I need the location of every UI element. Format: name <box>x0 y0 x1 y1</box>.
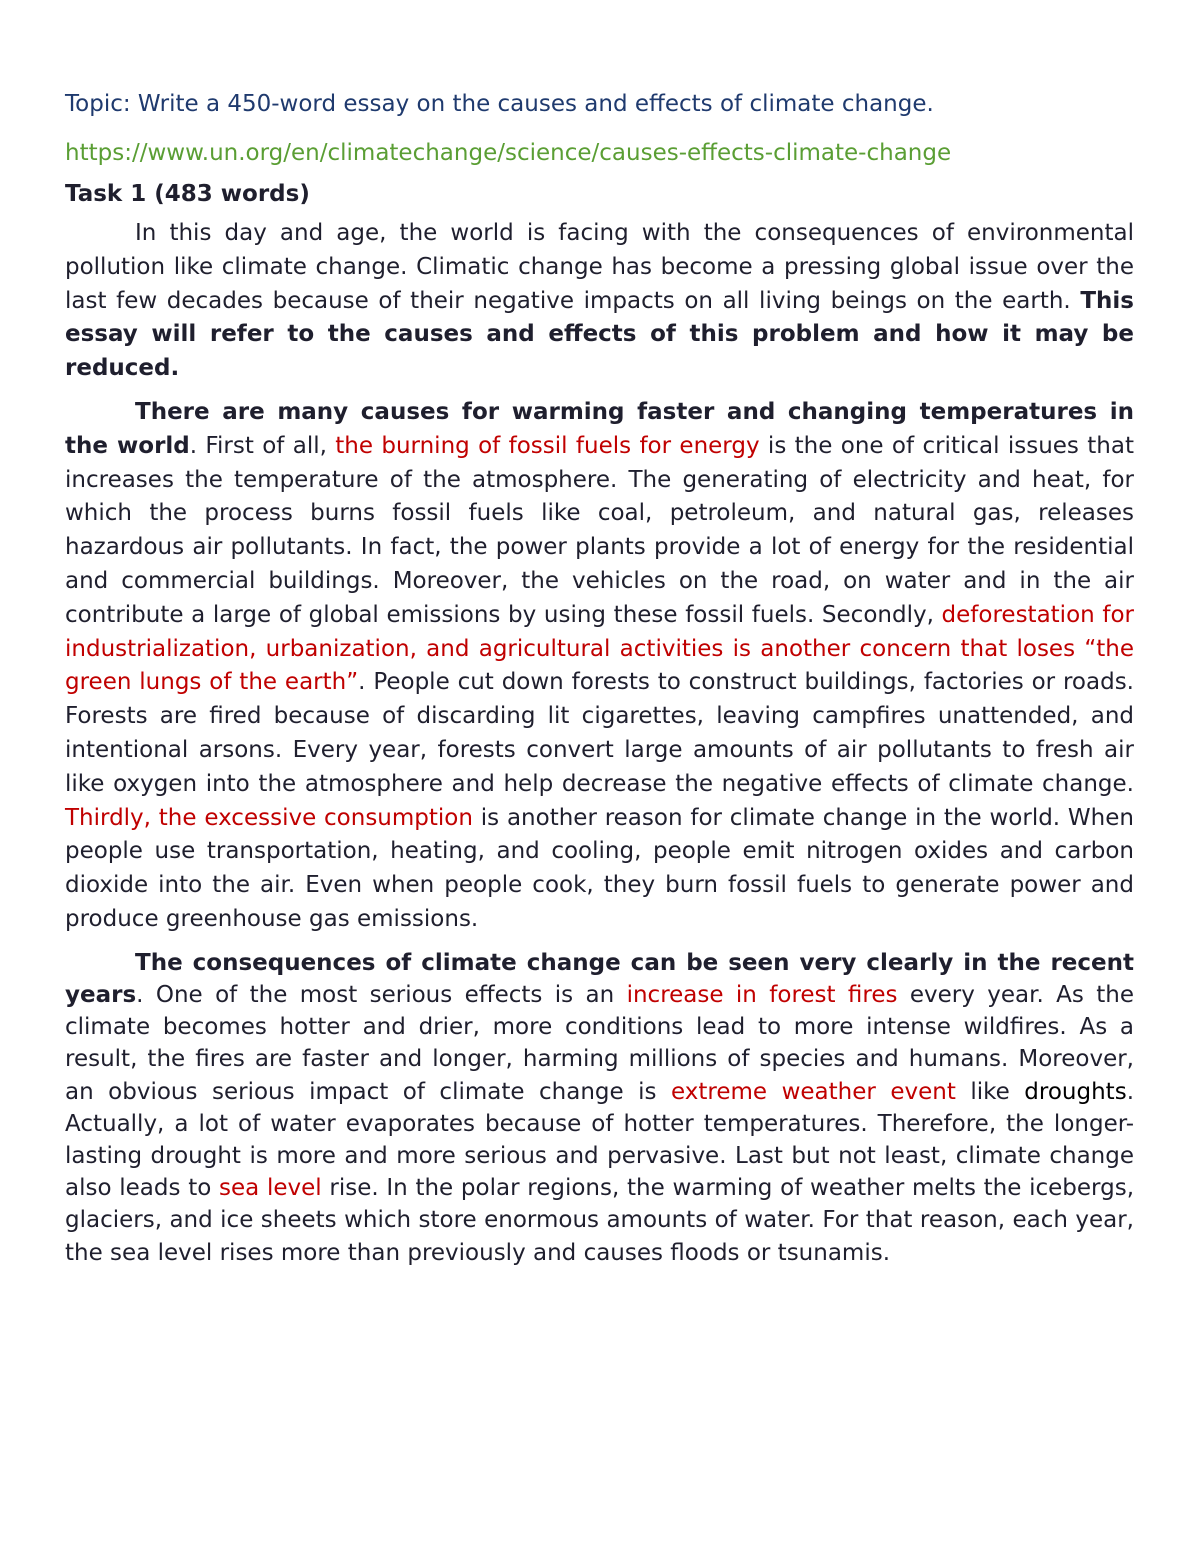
paragraph-text: . People cut down forests to construct buildings, factories or roads. Forests are fired because of discarding lit cigarettes, leaving campfires unattended, and intentional arsons. Every year, forests convert large amounts of air pollutants to fresh air like oxygen into the atmosphere and help decrease the negative effects of climate change. <box>65 669 1134 797</box>
paragraph-introduction <box>65 217 1134 386</box>
paragraph-causes <box>65 396 1134 937</box>
highlight-effect-extreme-weather: extreme weather event <box>671 1078 956 1105</box>
highlight-effect-forest-fires: increase in forest fires <box>626 981 898 1008</box>
thesis-statement: This essay will refer to the causes and effects of this problem and how it may be reduced. <box>65 287 1134 382</box>
droughts-word: droughts <box>1024 1078 1127 1105</box>
highlight-cause-consumption: Thirdly, the excessive consumption <box>65 804 473 831</box>
paragraph-text: . First of all, <box>189 432 336 459</box>
task-heading: Task 1 (483 words) <box>65 181 310 207</box>
paragraph-text: like <box>955 1078 1025 1105</box>
paragraph-text: every year. As the climate becomes hotter and drier, more conditions lead to more intense wildfires. As a result, the fires are faster and longer, harming millions of species and humans. Moreover, an obvious serious impact of climate change is <box>65 981 1134 1105</box>
topic-line: Topic: Write a 450-word essay on the causes and effects of climate change. <box>65 91 934 117</box>
topic-sentence: The consequences of climate change can be seen very clearly in the recent years <box>65 949 1134 1008</box>
source-url[interactable]: https://www.un.org/en/climatechange/science/causes-effects-climate-change <box>65 140 952 166</box>
paragraph-text: is the one of critical issues that increases the temperature of the atmosphere. The generating of electricity and heat, for which the process burns fossil fuels like coal, petroleum, and natural gas, releases hazardous air pollutants. In fact, the power plants provide a lot of energy for the residential and commercial buildings. Moreover, the vehicles on the road, on water and in the air contribute a large of global emissions by using these fossil fuels. Secondly, <box>65 432 1134 628</box>
highlight-effect-sea-level: sea level <box>219 1175 322 1202</box>
document-page <box>65 84 1134 1279</box>
highlight-cause-deforestation: deforestation for industrialization, urbanization, and agricultural activities is another concern that loses “the green lungs of the earth” <box>65 601 1134 696</box>
paragraph-text: . One of the most serious effects is an <box>136 981 627 1008</box>
paragraph-text: . Actually, a lot of water evaporates because of hotter temperatures. Therefore, the longer-lasting drought is more and more serious and pervasive. Last but not least, climate change also leads to <box>65 1078 1134 1202</box>
paragraph-text: rise. In the polar regions, the warming of weather melts the icebergs, glaciers, and ice sheets which store enormous amounts of water. For that reason, each year, the sea level rises more than previously and causes floods or tsunamis. <box>65 1175 1135 1266</box>
highlight-cause-fossil-fuels: the burning of fossil fuels for energy <box>335 432 760 459</box>
topic-sentence: There are many causes for warming faster and changing temperatures in the world <box>65 398 1134 459</box>
paragraph-text: is another reason for climate change in the world. When people use transportation, heating, and cooling, people emit nitrogen oxides and carbon dioxide into the air. Even when people cook, they burn fossil fuels to generate power and produce greenhouse gas emissions. <box>65 804 1134 932</box>
paragraph-text: In this day and age, the world is facing with the consequences of environmental pollution like climate change. Climatic change has become a pressing global issue over the last few decades because of their negative impacts on all living beings on the earth. <box>65 220 1134 314</box>
paragraph-effects <box>65 947 1134 1269</box>
